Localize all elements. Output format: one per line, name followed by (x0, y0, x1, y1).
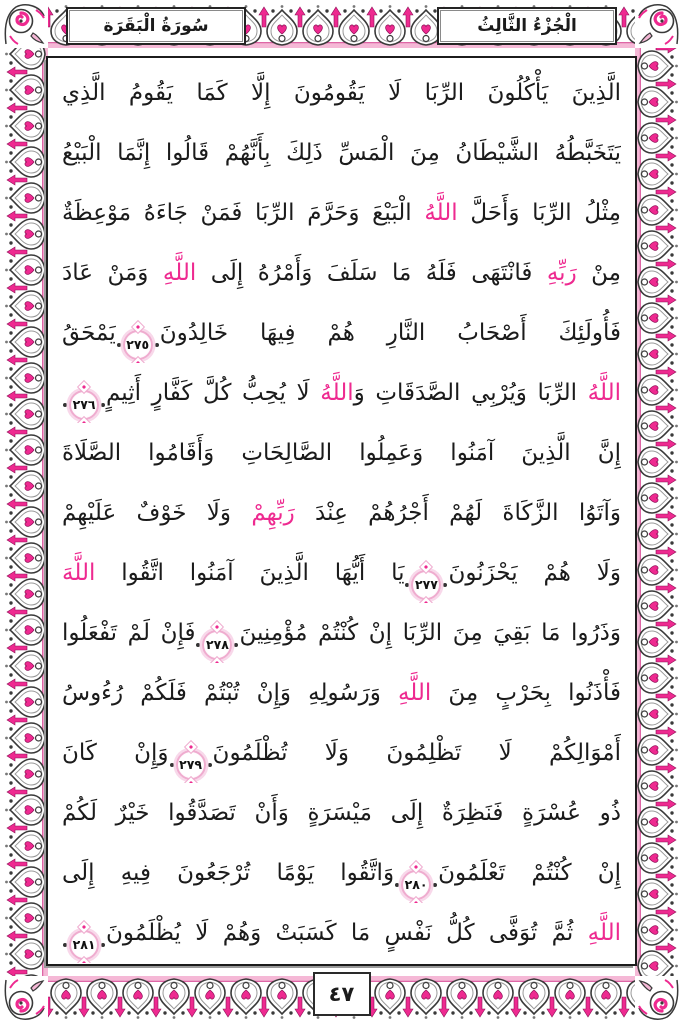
ayah-text: يَتَخَبَّطُهُ الشَّيْطَانُ مِنَ الْمَسِّ ذَلِكَ بِأَنَّهُمْ قَالُوا إِنَّمَا الْبَيْعُ (62, 140, 621, 166)
ayah-text: لَا يُحِبُّ كُلَّ كَفَّارٍ أَثِيمٍ (106, 380, 321, 406)
verse-number-medallion (176, 750, 206, 780)
verse-number-medallion (123, 330, 153, 360)
ayah-text: يَمْحَقُ (62, 320, 116, 346)
verse-number: ٢٨١ (72, 937, 96, 952)
verse-number: ٢٧٩ (179, 757, 202, 772)
ayah-text: وَمَنْ عَادَ (62, 260, 163, 286)
divine-name-text: اللَّهُ (587, 380, 621, 406)
verse-number-medallion (202, 630, 232, 660)
verse-number: ٢٧٦ (72, 397, 96, 412)
divine-name-text: اللَّهِ (587, 920, 621, 946)
ayah-text: فَأُولَئِكَ أَصْحَابُ النَّارِ هُمْ فِيهَا خَالِدُونَ (159, 320, 621, 346)
verse-number: ٢٧٨ (206, 637, 229, 652)
verse-number-medallion (411, 570, 441, 600)
ayah-text: إِنْ كُنْتُمْ تَعْلَمُونَ (438, 860, 621, 886)
border-corner-bottom-left (2, 976, 48, 1022)
ayah-text: وَلَا هُمْ يَحْزَنُونَ (448, 560, 621, 586)
quran-line (62, 483, 621, 543)
divine-name-text: اللَّهُ (424, 200, 458, 226)
ayah-text: ثُمَّ تُوَفَّى كُلُّ نَفْسٍ مَا كَسَبَتْ وَهُمْ لَا يُظْلَمُونَ (106, 920, 588, 946)
divine-name-text: اللَّهِ (162, 260, 197, 286)
quran-line (62, 783, 621, 843)
ayah-text: الرِّبَا وَيُرْبِي الصَّدَقَاتِ وَ (353, 380, 588, 406)
quran-line (62, 543, 621, 603)
quran-line (62, 903, 621, 963)
quran-line (62, 363, 621, 423)
ayah-text: وَاتَّقُوا يَوْمًا تُرْجَعُونَ فِيهِ إِلَى (62, 860, 395, 886)
verse-number-medallion (69, 390, 99, 420)
ayah-text: الْبَيْعَ وَحَرَّمَ الرِّبَا فَمَنْ جَاءَهُ مَوْعِظَةٌ (62, 200, 425, 226)
divine-name-text: اللَّهُ (320, 380, 354, 406)
juz-header-label: الْجُزْءُ الثَّالِثُ (477, 16, 577, 36)
ayah-text: مِنْ (576, 260, 621, 286)
page-number: ٤٧ (328, 982, 355, 1006)
ayah-text: وَآتَوُا الزَّكَاةَ لَهُمْ أَجْرُهُمْ عِنْدَ (294, 500, 621, 526)
verse-number: ٢٧٥ (126, 337, 150, 352)
page-number-box (313, 972, 371, 1016)
ayah-text: وَرَسُولِهِ وَإِنْ تُبْتُمْ فَلَكُمْ رُءُوسُ (62, 680, 398, 706)
surah-header-box (66, 7, 246, 45)
ayah-text: فَأْذَنُوا بِحَرْبٍ مِنَ (431, 680, 621, 706)
divine-name-text: اللَّهَ (62, 560, 96, 586)
divine-name-text: اللَّهِ (397, 680, 432, 706)
quran-line (62, 243, 621, 303)
juz-header-box (437, 7, 617, 45)
border-ornament-left (2, 48, 48, 976)
quran-line (62, 183, 621, 243)
ayah-text: أَمْوَالِكُمْ لَا تَظْلِمُونَ وَلَا تُظْلَمُونَ (212, 740, 621, 766)
ayah-text: وَذَرُوا مَا بَقِيَ مِنَ الرِّبَا إِنْ كُنْتُمْ مُؤْمِنِينَ (239, 620, 621, 646)
ayah-text: ذُو عُسْرَةٍ فَنَظِرَةٌ إِلَى مَيْسَرَةٍ وَأَنْ تَصَدَّقُوا خَيْرٌ لَكُمْ (62, 800, 621, 826)
border-corner-top-left (2, 2, 48, 48)
quran-line (62, 663, 621, 723)
divine-name-text: رَبِّهِ (546, 260, 577, 286)
border-corner-top-right (635, 2, 681, 48)
quran-line (62, 423, 621, 483)
verse-number-medallion (69, 930, 99, 960)
ayah-text: وَإِنْ كَانَ (62, 740, 169, 766)
ayah-text: مِثْلُ الرِّبَا وَأَحَلَّ (457, 200, 621, 226)
quran-line (62, 603, 621, 663)
quran-line (62, 123, 621, 183)
verse-number: ٢٨٠ (404, 877, 428, 892)
quran-line (62, 723, 621, 783)
ayah-text: الَّذِينَ يَأْكُلُونَ الرِّبَا لَا يَقُومُونَ إِلَّا كَمَا يَقُومُ الَّذِي (62, 80, 621, 106)
divine-name-text: رَبِّهِمْ (251, 500, 295, 526)
ayah-text: يَا أَيُّهَا الَّذِينَ آمَنُوا اتَّقُوا (95, 560, 405, 586)
ayah-text: فَانْتَهَى فَلَهُ مَا سَلَفَ وَأَمْرُهُ إِلَى (196, 260, 547, 286)
ayah-text: إِنَّ الَّذِينَ آمَنُوا وَعَمِلُوا الصَّالِحَاتِ وَأَقَامُوا الصَّلَاةَ (62, 440, 621, 466)
border-corner-bottom-right (635, 976, 681, 1022)
border-ornament-right (635, 48, 681, 976)
ayah-text: وَلَا خَوْفٌ عَلَيْهِمْ (62, 500, 252, 526)
quran-line (62, 843, 621, 903)
ayah-text: فَإِنْ لَمْ تَفْعَلُوا (62, 620, 196, 646)
surah-header-label: سُورَةُ الْبَقَرَة (103, 16, 209, 36)
quran-line (62, 303, 621, 363)
verse-number-medallion (401, 870, 431, 900)
verse-number: ٢٧٧ (415, 577, 438, 592)
quran-text-frame (46, 56, 637, 966)
quran-lines (62, 63, 621, 959)
quran-line (62, 63, 621, 123)
